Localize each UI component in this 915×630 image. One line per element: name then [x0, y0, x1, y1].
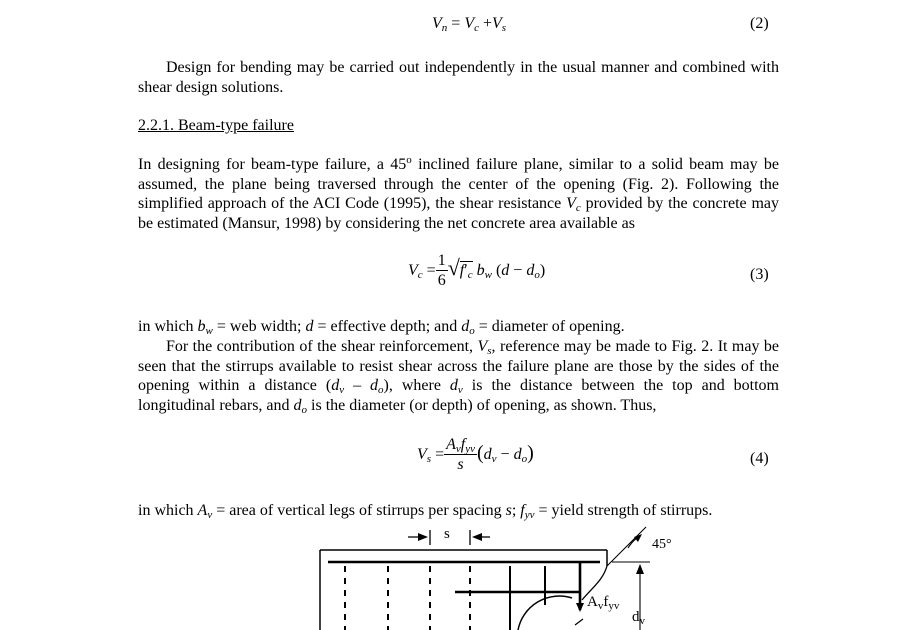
angle-label: 45° [652, 537, 672, 552]
paragraph-beam-type: In designing for beam-type failure, a 45$^o$ inclined failure plane, similar to a solid beam may be assumed, the plane being traversed through the center of the opening (Fig. 2). Following the simplified approach of the ACI Code (1995), the shear resistance $V_c$ provided by the concrete may be estimated (Mansur, 1998) by considering the net concrete area available as [138, 154, 779, 232]
section-heading: 2.2.1. Beam-type failure [138, 117, 294, 134]
depth-label: $d_v$ [632, 609, 645, 627]
equation-4: $V_s$ = $\frac{A_vf_{yv}}{s}$ $(d_v - d_o)$ [417, 436, 534, 473]
paragraph-definitions: in which $b_w$ = web width; d = effective depth; and $d_o$ = diameter of opening. [138, 318, 625, 337]
equation-3-number: (3) [750, 266, 769, 283]
spacing-label: s [444, 526, 450, 542]
paragraph-shear-reinforcement: For the contribution of the shear reinforcement, $V_s$, reference may be made to Fig. 2. It may be seen that the stirrups available to resist shear across the failure plane are those by the sides of the opening within a distance $(d_v - d_o)$, where $d_v$ is the distance between the top and bottom longitudinal rebars, and $d_o$ is the diameter (or depth) of opening, as shown. Thus, [138, 338, 780, 416]
diagonal-crack [575, 619, 583, 625]
paragraph-stirrups: in which $A_v$ = area of vertical legs of stirrups per spacing s; $f_{yv}$ = yield strength of stirrups. [138, 502, 713, 521]
equation-2: $V_n = V_c +V_s$ [432, 15, 507, 34]
equation-3: $V_c$ = $\frac{1}{6}$ $√f'_c$ $b_w$ $(d - d_o)$ [408, 252, 546, 289]
angle-indicator [607, 527, 646, 566]
paragraph-bending: Design for bending may be carried out independently in the usual manner and combined with shear design solutions. [138, 59, 779, 96]
stirrups [345, 566, 470, 630]
equation-4-number: (4) [750, 450, 769, 467]
force-label: $A_vf_{yv}$ [587, 594, 620, 612]
equation-2-number: (2) [750, 15, 769, 32]
